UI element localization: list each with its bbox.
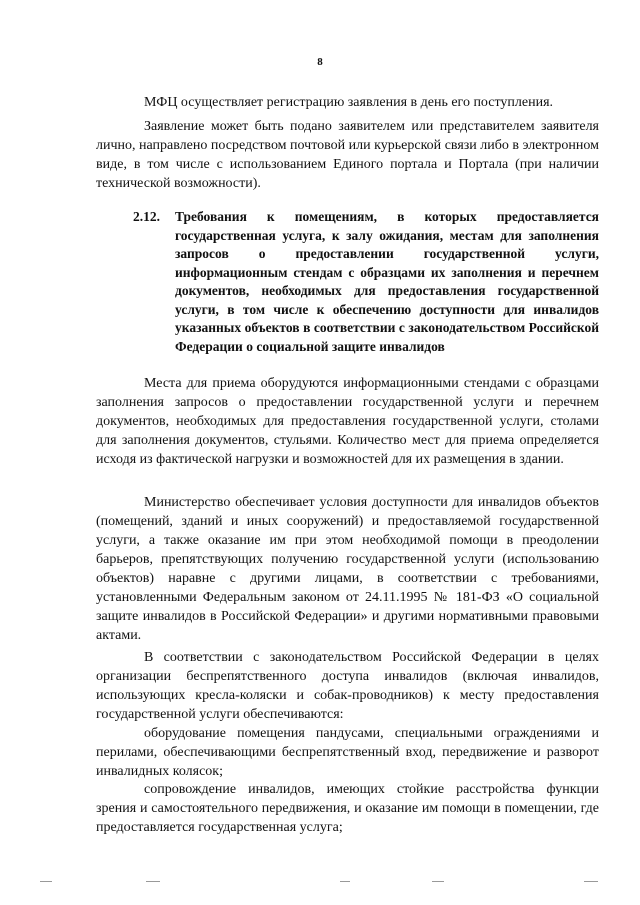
paragraph-ramps-equipment: оборудование помещения пандусами, специальными ограждениями и перилами, обеспечивающими беспрепятственный вход, передвижение и разворот инвалидных колясок;: [96, 726, 599, 779]
scan-artifact: [340, 881, 350, 882]
section-number: 2.12.: [133, 209, 160, 224]
scan-artifact: [584, 881, 598, 882]
paragraph-application-submission: Заявление может быть подано заявителем или представителем заявителя лично, направлено посредством почтовой или курьерской связи либо в электронном виде, в том числе с использованием Единого портала и Портала (при наличии технической возможности).: [96, 119, 599, 191]
paragraph-legislation-access: В соответствии с законодательством Российской Федерации в целях организации беспрепятственного доступа инвалидов (включая инвалидов, использующих кресла-коляски и собак-проводников) к месту предоставления государственной услуги обеспечиваются:: [96, 650, 599, 722]
section-heading: [133, 208, 599, 356]
section-title: Требования к помещениям, в которых предоставляется государственная услуга, к залу ожидания, местам для заполнения запросов о предоставлении государственной услуги, информационным стендам с образцами их заполнения и перечнем документов, необходимых для предоставления государственной услуги, в том числе к обеспечению доступности для инвалидов указанных объектов в соответствии с законодательством Российской Федерации о социальной защите инвалидов: [175, 209, 599, 354]
paragraph-registration: МФЦ осуществляет регистрацию заявления в день его поступления.: [144, 95, 554, 110]
paragraph-reception-places: Места для приема оборудуются информационными стендами с образцами заполнения запросов о предоставлении государственной услуги и перечнем документов, необходимых для предоставления государственной услуги, столами для заполнения документов, стульями. Количество мест для приема определяется исходя из фактической нагрузки и возможностей для их размещения в здании.: [96, 376, 599, 467]
page-number: 8: [317, 56, 323, 68]
scan-artifact: [40, 881, 52, 882]
paragraph-escort-assistance: сопровождение инвалидов, имеющих стойкие расстройства функции зрения и самостоятельного передвижения, и оказание им помощи в помещении, где предоставляется государственная услуга;: [96, 782, 599, 835]
paragraph-ministry-accessibility: Министерство обеспечивает условия доступности для инвалидов объектов (помещений, зданий и иных сооружений) и предоставляемой государственной услуги, а также оказание им при этом необходимой помощи в преодолении барьеров, препятствующих получению государственной услуги (использованию объектов) наравне с другими лицами, в соответствии с требованиями, установленными Федеральным законом от 24.11.1995 № 181-ФЗ «О социальной защите инвалидов в Российской Федерации» и другими нормативными правовыми актами.: [96, 495, 599, 643]
scan-artifact: [432, 881, 444, 882]
scan-artifact: [146, 881, 160, 882]
